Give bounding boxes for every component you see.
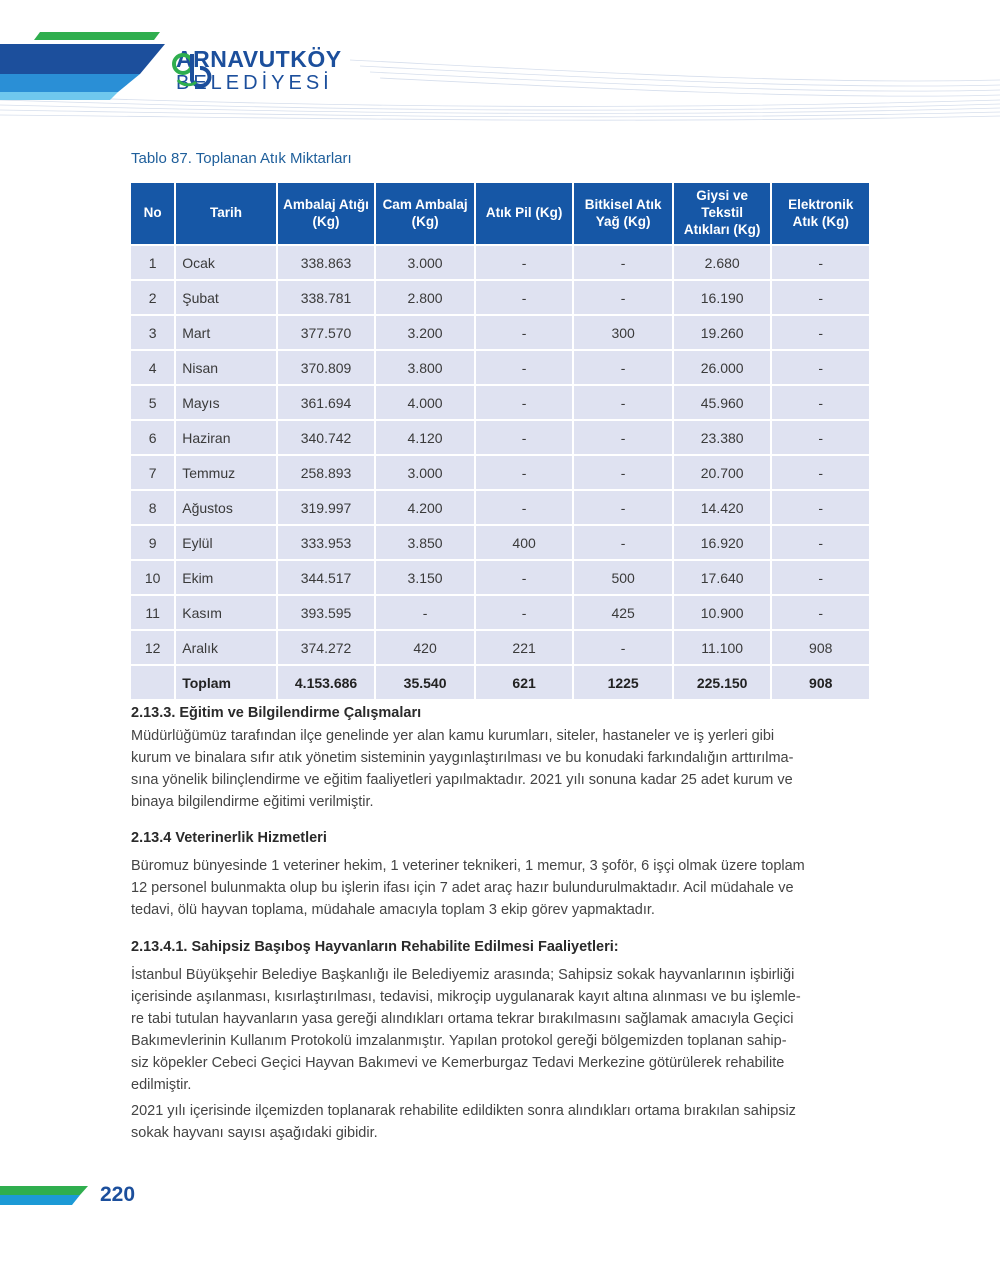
table-cell: Mayıs xyxy=(176,386,276,419)
logo-name: ARNAVUTKÖY xyxy=(176,46,342,72)
table-cell: - xyxy=(772,596,869,629)
text-line: Bakımevlerinin Kullanım Protokolü imzalanmıştır. Yapılan protokol gereği bölgemizden toplanan sahip- xyxy=(131,1033,787,1049)
table-row xyxy=(131,561,869,594)
text-line: Müdürlüğümüz tarafından ilçe genelinde yer alan kamu kurumları, siteler, hastaneler ve iş yerleri gibi xyxy=(131,728,775,744)
table-cell: 5 xyxy=(131,386,174,419)
column-header: No xyxy=(131,183,174,244)
table-cell: - xyxy=(376,596,474,629)
table-cell: 11 xyxy=(131,596,174,629)
column-header: Elektronik Atık (Kg) xyxy=(772,183,869,244)
table-cell: 4.120 xyxy=(376,421,474,454)
table-cell: - xyxy=(574,351,672,384)
table-cell: - xyxy=(772,561,869,594)
table-cell: Kasım xyxy=(176,596,276,629)
table-cell: 3.000 xyxy=(376,456,474,489)
table-cell: - xyxy=(574,491,672,524)
table-cell: 344.517 xyxy=(278,561,375,594)
table-cell: Temmuz xyxy=(176,456,276,489)
table-row xyxy=(131,281,869,314)
table-cell: 425 xyxy=(574,596,672,629)
table-cell: - xyxy=(476,421,573,454)
municipality-logo[interactable] xyxy=(170,48,342,93)
table-row xyxy=(131,351,869,384)
table-row xyxy=(131,386,869,419)
header-decoration xyxy=(0,0,1000,130)
table-cell: 338.863 xyxy=(278,246,375,279)
section-title: 2.13.3. Eğitim ve Bilgilendirme Çalışmaları xyxy=(131,705,422,721)
table-cell: 23.380 xyxy=(674,421,771,454)
logo-mark-icon xyxy=(170,48,212,90)
total-cell: 4.153.686 xyxy=(278,666,375,699)
table-cell: - xyxy=(772,386,869,419)
table-cell: 20.700 xyxy=(674,456,771,489)
logo-subtitle: BELEDİYESİ xyxy=(176,72,333,94)
total-cell: 35.540 xyxy=(376,666,474,699)
total-cell xyxy=(131,666,174,699)
table-cell: 333.953 xyxy=(278,526,375,559)
column-header: Atık Pil (Kg) xyxy=(476,183,573,244)
section-veterinary xyxy=(131,830,866,921)
table-cell: - xyxy=(476,246,573,279)
table-cell: 9 xyxy=(131,526,174,559)
table-cell: 4.200 xyxy=(376,491,474,524)
table-row xyxy=(131,631,869,664)
table-cell: 19.260 xyxy=(674,316,771,349)
table-cell: 3 xyxy=(131,316,174,349)
total-cell: 225.150 xyxy=(674,666,771,699)
table-cell: 12 xyxy=(131,631,174,664)
total-cell: 1225 xyxy=(574,666,672,699)
table-cell: - xyxy=(574,526,672,559)
table-cell: 16.920 xyxy=(674,526,771,559)
section-stray-animals xyxy=(131,939,866,1144)
table-row xyxy=(131,526,869,559)
table-cell: 377.570 xyxy=(278,316,375,349)
table-cell: 4 xyxy=(131,351,174,384)
table-cell: 500 xyxy=(574,561,672,594)
table-cell: 7 xyxy=(131,456,174,489)
table-cell: - xyxy=(476,561,573,594)
table-cell: 374.272 xyxy=(278,631,375,664)
table-cell: 340.742 xyxy=(278,421,375,454)
table-cell: - xyxy=(476,316,573,349)
table-cell: 14.420 xyxy=(674,491,771,524)
table-cell: 10 xyxy=(131,561,174,594)
table-cell: 221 xyxy=(476,631,573,664)
column-header: Cam Ambalaj (Kg) xyxy=(376,183,474,244)
table-cell: 8 xyxy=(131,491,174,524)
table-cell: 2.800 xyxy=(376,281,474,314)
table-cell: 4.000 xyxy=(376,386,474,419)
text-line: sokak hayvanı sayısı aşağıdaki gibidir. xyxy=(131,1125,378,1141)
table-cell: 400 xyxy=(476,526,573,559)
table-cell: Şubat xyxy=(176,281,276,314)
table-cell: 16.190 xyxy=(674,281,771,314)
table-cell: 258.893 xyxy=(278,456,375,489)
section-body xyxy=(131,725,866,813)
table-row xyxy=(131,456,869,489)
table-cell: - xyxy=(476,281,573,314)
table-cell: 1 xyxy=(131,246,174,279)
table-cell: 3.200 xyxy=(376,316,474,349)
column-header: Giysi ve Tekstil Atıkları (Kg) xyxy=(674,183,771,244)
section-title: 2.13.4 Veterinerlik Hizmetleri xyxy=(131,830,327,846)
text-line: siz köpekler Cebeci Geçici Hayvan Bakımevi ve Kemerburgaz Tedavi Merkezine götürülerek rehabilite xyxy=(131,1055,785,1071)
text-line: re tabi tutulan hayvanların yasa gereği alındıkları ortama tekrar bırakılmasını sağlamak amacıyla Geçici xyxy=(131,1011,794,1027)
table-cell: 361.694 xyxy=(278,386,375,419)
table-row xyxy=(131,316,869,349)
table-cell: 420 xyxy=(376,631,474,664)
table-cell: - xyxy=(476,386,573,419)
table-cell: - xyxy=(574,631,672,664)
table-cell: - xyxy=(476,351,573,384)
text-line: 2021 yılı içerisinde ilçemizden toplanarak rehabilite edildikten sonra alındıkları ortama bırakılan sahipsiz xyxy=(131,1103,796,1119)
section-education xyxy=(131,705,866,813)
total-cell: Toplam xyxy=(176,666,276,699)
table-cell: 2 xyxy=(131,281,174,314)
table-cell: 338.781 xyxy=(278,281,375,314)
waste-quantities-table xyxy=(129,181,871,701)
text-line: binaya bilgilendirme eğitimi verilmiştir. xyxy=(131,794,374,810)
table-cell: 17.640 xyxy=(674,561,771,594)
section-body xyxy=(131,855,866,921)
table-cell: 3.800 xyxy=(376,351,474,384)
table-cell: 393.595 xyxy=(278,596,375,629)
table-row xyxy=(131,246,869,279)
total-cell: 621 xyxy=(476,666,573,699)
table-cell: Mart xyxy=(176,316,276,349)
column-header: Bitkisel Atık Yağ (Kg) xyxy=(574,183,672,244)
table-cell: 908 xyxy=(772,631,869,664)
table-header-row xyxy=(131,183,869,244)
section-body-continued xyxy=(131,1100,866,1144)
table-cell: - xyxy=(772,456,869,489)
table-cell: - xyxy=(772,246,869,279)
table-cell: - xyxy=(476,491,573,524)
table-cell: 319.997 xyxy=(278,491,375,524)
table-cell: 26.000 xyxy=(674,351,771,384)
table-cell: Ağustos xyxy=(176,491,276,524)
table-cell: - xyxy=(772,491,869,524)
table-cell: 45.960 xyxy=(674,386,771,419)
table-cell: Nisan xyxy=(176,351,276,384)
table-cell: 10.900 xyxy=(674,596,771,629)
table-cell: 3.850 xyxy=(376,526,474,559)
table-cell: 11.100 xyxy=(674,631,771,664)
text-line: Büromuz bünyesinde 1 veteriner hekim, 1 veteriner teknikeri, 1 memur, 3 şoför, 6 işçi olmak üzere toplam xyxy=(131,858,805,874)
table-cell: - xyxy=(772,281,869,314)
table-cell: - xyxy=(574,456,672,489)
table-cell: 3.150 xyxy=(376,561,474,594)
table-cell: - xyxy=(476,596,573,629)
column-header: Ambalaj Atığı (Kg) xyxy=(278,183,375,244)
section-title: 2.13.4.1. Sahipsiz Başıboş Hayvanların Rehabilite Edilmesi Faaliyetleri: xyxy=(131,939,619,955)
text-line: kurum ve binalara sıfır atık yönetim sisteminin yaygınlaştırılması ve bu konudaki farkındalığın arttırılma- xyxy=(131,750,794,766)
table-cell: - xyxy=(574,281,672,314)
table-cell: 3.000 xyxy=(376,246,474,279)
page-header xyxy=(0,0,1000,130)
total-cell: 908 xyxy=(772,666,869,699)
table-cell: 6 xyxy=(131,421,174,454)
table-cell: - xyxy=(574,421,672,454)
table-cell: 370.809 xyxy=(278,351,375,384)
table-cell: - xyxy=(772,421,869,454)
table-cell: Haziran xyxy=(176,421,276,454)
table-caption: Tablo 87. Toplanan Atık Miktarları xyxy=(131,150,352,167)
table-row xyxy=(131,421,869,454)
table-cell: - xyxy=(772,351,869,384)
table-cell: 2.680 xyxy=(674,246,771,279)
table-row xyxy=(131,491,869,524)
text-line: 12 personel bulunmakta olup bu işlerin ifası için 7 adet araç hazır bulundurulmaktadır. Acil müdahale ve xyxy=(131,880,794,896)
section-body xyxy=(131,964,866,1096)
text-line: İstanbul Büyükşehir Belediye Başkanlığı ile Belediyemiz arasında; Sahipsiz sokak hayvanlarının işbirliği xyxy=(131,967,795,983)
table-body xyxy=(131,246,869,699)
table-total-row xyxy=(131,666,869,699)
table-cell: - xyxy=(476,456,573,489)
table-cell: Aralık xyxy=(176,631,276,664)
text-line: tedavi, ölü hayvan toplama, müdahale amacıyla toplam 3 ekip görev yapmaktadır. xyxy=(131,902,655,918)
table-cell: - xyxy=(574,246,672,279)
column-header: Tarih xyxy=(176,183,276,244)
table-cell: 300 xyxy=(574,316,672,349)
text-line: sına yönelik bilinçlendirme ve eğitim faaliyetleri yapılmaktadır. 2021 yılı sonuna kadar 25 adet kurum ve xyxy=(131,772,793,788)
text-line: edilmiştir. xyxy=(131,1077,192,1093)
table-cell: - xyxy=(772,316,869,349)
text-line: içerisinde aşılanması, kısırlaştırılması, tedavisi, mikroçip uygulanarak kayıt altına alınması ve bu işlemle- xyxy=(131,989,801,1005)
page-number: 220 xyxy=(100,1183,136,1206)
table-cell: Eylül xyxy=(176,526,276,559)
table-cell: - xyxy=(574,386,672,419)
table-cell: Ocak xyxy=(176,246,276,279)
table-row xyxy=(131,596,869,629)
table-cell: Ekim xyxy=(176,561,276,594)
table-cell: - xyxy=(772,526,869,559)
